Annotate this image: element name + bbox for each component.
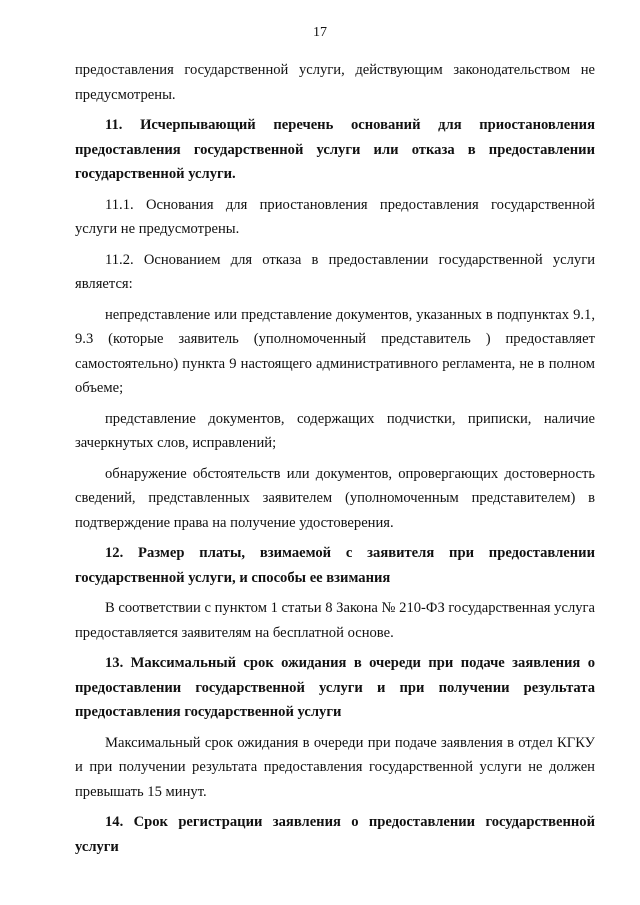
paragraph-refusal-ground-1: непредставление или представление документов, указанных в подпунктах 9.1, 9.3 (которые заявитель (уполномоченный представитель ) предоставляет самостоятельно) пункта 9 настоящего административного регламента, не в полном объеме; bbox=[75, 306, 595, 396]
paragraph-12-body: В соответствии с пунктом 1 статьи 8 Закона № 210-ФЗ государственная услуга предоставляется заявителям на бесплатной основе. bbox=[75, 600, 595, 641]
paragraph-refusal-ground-2: представление документов, содержащих подчистки, приписки, наличие зачеркнутых слов, исправлений; bbox=[75, 410, 595, 451]
paragraph-11-2: 11.2. Основанием для отказа в предоставлении государственной услуги является: bbox=[75, 251, 595, 292]
page-number: 17 bbox=[313, 25, 327, 40]
section-14-heading: 14. Срок регистрации заявления о предоставлении государственной услуги bbox=[75, 814, 595, 855]
section-13-heading: 13. Максимальный срок ожидания в очереди при подаче заявления о предоставлении государственной услуги и при получении результата предоставления государственной услуги bbox=[75, 655, 595, 720]
paragraph-13-body: Максимальный срок ожидания в очереди при подаче заявления в отдел КГКУ и при получении результата предоставления государственной услуги не должен превышать 15 минут. bbox=[75, 734, 595, 800]
paragraph-continuation: предоставления государственной услуги, действующим законодательством не предусмотрены. bbox=[75, 62, 595, 103]
document-body bbox=[75, 58, 595, 865]
paragraph-refusal-ground-3: обнаружение обстоятельств или документов, опровергающих достоверность сведений, представленных заявителем (уполномоченным представителем) в подтверждение права на получение удостоверения. bbox=[75, 465, 595, 531]
paragraph-11-1: 11.1. Основания для приостановления предоставления государственной услуги не предусмотрены. bbox=[75, 196, 595, 237]
section-12-heading: 12. Размер платы, взимаемой с заявителя при предоставлении государственной услуги, и способы ее взимания bbox=[75, 545, 595, 586]
section-11-heading: 11. Исчерпывающий перечень оснований для приостановления предоставления государственной услуги или отказа в предоставлении государственной услуги. bbox=[75, 117, 595, 182]
